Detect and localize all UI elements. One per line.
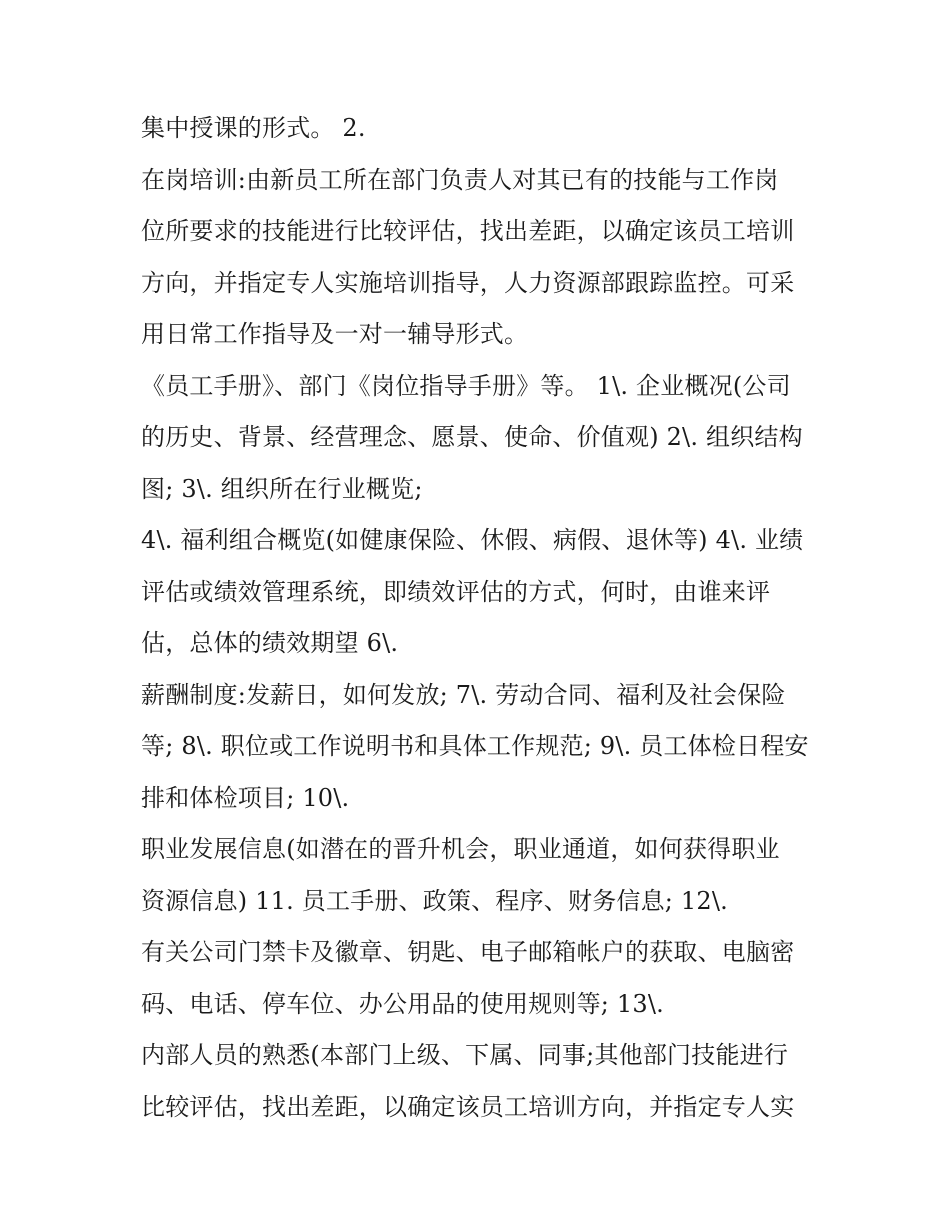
text-line: 集中授课的形式。 2. (141, 114, 366, 142)
document-body (141, 103, 821, 1133)
text-line: 4\. 福利组合概览(如健康保险、休假、病假、退休等) 4\. 业绩 (141, 526, 804, 554)
text-line: 排和体检项目; 10\. (141, 783, 350, 812)
text-line: 用日常工作指导及一对一辅导形式。 (141, 320, 529, 348)
text-line: 码、电话、停车位、办公用品的使用规则等; 13\. (141, 989, 664, 1018)
text-line: 《员工手册》、部门《岗位指导手册》等。 1\. 企业概况(公司 (141, 371, 791, 400)
text-line: 资源信息) 11. 员工手册、政策、程序、财务信息; 12\. (141, 886, 728, 915)
text-line: 等; 8\. 职位或工作说明书和具体工作规范; 9\. 员工体检日程安 (141, 732, 809, 760)
text-line: 在岗培训:由新员工所在部门负责人对其已有的技能与工作岗 (141, 165, 779, 194)
text-line: 估，总体的绩效期望 6\. (141, 629, 399, 657)
text-line: 薪酬制度:发薪日，如何发放; 7\. 劳动合同、福利及社会保险 (141, 680, 786, 709)
text-line: 评估或绩效管理系统，即绩效评估的方式，何时，由谁来评 (141, 577, 771, 606)
text-line: 比较评估，找出差距，以确定该员工培训方向，并指定专人实 (141, 1092, 795, 1121)
text-line: 位所要求的技能进行比较评估，找出差距，以确定该员工培训 (141, 217, 795, 245)
text-line: 内部人员的熟悉(本部门上级、下属、同事;其他部门技能进行 (141, 1041, 789, 1069)
text-line: 方向，并指定专人实施培训指导，人力资源部跟踪监控。可采 (141, 268, 795, 297)
text-line: 职业发展信息(如潜在的晋升机会，职业通道，如何获得职业 (141, 835, 780, 863)
text-line: 的历史、背景、经营理念、愿景、使命、价值观) 2\. 组织结构 (141, 423, 803, 451)
text-line: 图; 3\. 组织所在行业概览; (141, 474, 423, 503)
text-line: 有关公司门禁卡及徽章、钥匙、电子邮箱帐户的获取、电脑密 (141, 938, 795, 966)
